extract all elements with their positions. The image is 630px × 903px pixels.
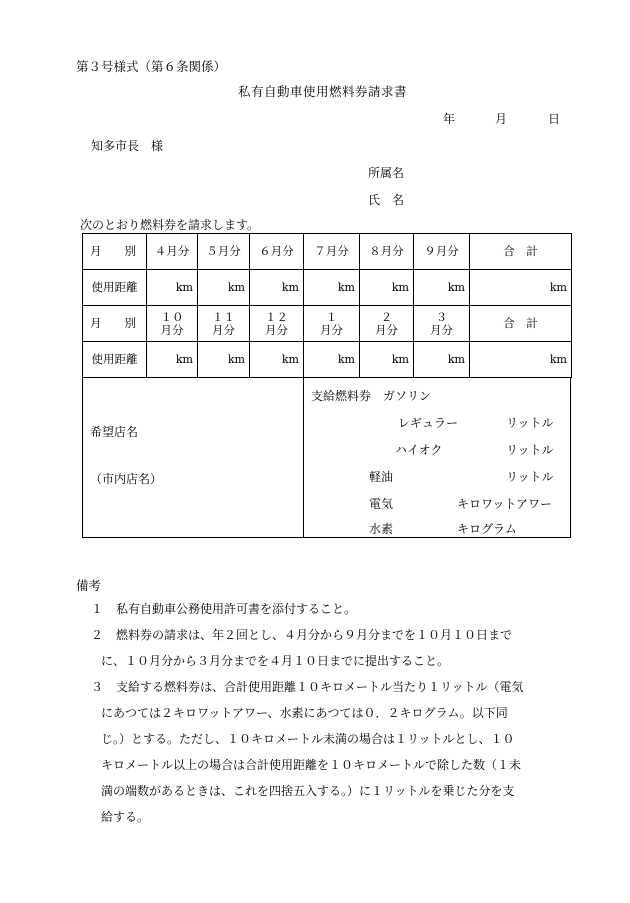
fuel-hydrogen-unit: キログラム: [457, 522, 517, 536]
total-label-cell: 合 計: [470, 306, 572, 342]
month-cell: １２ 月分: [250, 306, 304, 342]
month-cell: １１ 月分: [198, 306, 250, 342]
shop-fuel-box: [82, 378, 571, 538]
distance-cell[interactable]: km: [360, 270, 414, 306]
distance-total-cell[interactable]: km: [470, 270, 572, 306]
distance-total-cell[interactable]: km: [470, 342, 572, 378]
month-cell: １０ 月分: [147, 306, 198, 342]
document-title: 私有自動車使用燃料券請求書: [238, 84, 408, 99]
fuel-electricity-label: 電気: [369, 497, 394, 511]
remark-line: 満の端数があるときは、これを四捨五入する。）に１リットルを乗じた分を支: [101, 784, 515, 798]
distance-cell[interactable]: km: [414, 270, 470, 306]
remark-line: にあつては２キロワットアワー、水素にあつては０．２キログラム。以下同: [101, 706, 508, 720]
date-month-label: 月: [495, 112, 508, 126]
distance-cell[interactable]: km: [198, 342, 250, 378]
affiliation-label: 所属名: [368, 166, 405, 180]
month-label-cell: 月 別: [83, 234, 147, 270]
shop-label: 希望店名: [90, 425, 139, 439]
month-cell: ４月分: [147, 234, 198, 270]
box-divider: [303, 378, 304, 537]
shop-note: （市内店名）: [90, 472, 163, 486]
distance-label-cell: 使用距離: [83, 270, 147, 306]
distance-cell[interactable]: km: [304, 270, 360, 306]
remark-line: に、１０月分から３月分までを４月１０日までに提出すること。: [101, 654, 450, 668]
addressee: 知多市長 様: [91, 139, 164, 153]
table-row: [83, 306, 572, 342]
total-label-cell: 合 計: [470, 234, 572, 270]
month-cell: １ 月分: [304, 306, 360, 342]
distance-cell[interactable]: km: [250, 270, 304, 306]
month-cell: ３ 月分: [414, 306, 470, 342]
remark-line: じ。）とする。ただし、１０キロメートル未満の場合は１リットルとし、１０: [101, 732, 515, 746]
table-row: [83, 342, 572, 378]
remark-line: 燃料券の請求は、年２回とし、４月分から９月分までを１０月１０日まで: [116, 628, 513, 642]
fuel-diesel-label: 軽油: [369, 470, 394, 484]
month-label-cell: 月 別: [83, 306, 147, 342]
remark-line: 支給する燃料券は、合計使用距離１０キロメートル当たり１リットル（電気: [116, 680, 524, 694]
fuel-hydrogen-label: 水素: [369, 522, 394, 536]
fuel-high-octane-unit: リットル: [506, 443, 554, 457]
remarks-title: 備考: [76, 578, 102, 593]
fuel-regular-label: レギュラー: [398, 416, 459, 430]
distance-cell[interactable]: km: [250, 342, 304, 378]
remark-number: ３: [91, 680, 104, 694]
month-cell: ６月分: [250, 234, 304, 270]
remark-number: ２: [91, 628, 104, 642]
month-cell: ９月分: [414, 234, 470, 270]
name-label: 氏 名: [368, 193, 405, 207]
month-cell: ７月分: [304, 234, 360, 270]
fuel-electricity-unit: キロワットアワー: [457, 497, 553, 511]
distance-cell[interactable]: km: [198, 270, 250, 306]
date-day-label: 日: [548, 112, 561, 126]
fuel-diesel-unit: リットル: [506, 470, 554, 484]
distance-cell[interactable]: km: [360, 342, 414, 378]
distance-cell[interactable]: km: [147, 270, 198, 306]
intro-text: 次のとおり燃料券を請求します。: [80, 218, 260, 232]
date-year-label: 年: [443, 112, 456, 126]
month-cell: ２ 月分: [360, 306, 414, 342]
fuel-header: 支給燃料券 ガソリン: [311, 389, 432, 403]
distance-cell[interactable]: km: [147, 342, 198, 378]
remark-line: 給する。: [101, 810, 150, 824]
distance-label-cell: 使用距離: [83, 342, 147, 378]
mileage-table: [82, 233, 572, 378]
month-cell: ５月分: [198, 234, 250, 270]
remark-line: 私有自動車公務使用許可書を添付すること。: [116, 602, 357, 616]
distance-cell[interactable]: km: [304, 342, 360, 378]
fuel-high-octane-label: ハイオク: [395, 443, 443, 457]
table-row: [83, 234, 572, 270]
fuel-regular-unit: リットル: [506, 416, 554, 430]
remark-number: １: [91, 602, 104, 616]
remark-line: キロメートル以上の場合は合計使用距離を１０キロメートルで除した数（１未: [101, 758, 522, 772]
table-row: [83, 270, 572, 306]
form-number: 第３号様式（第６条関係）: [76, 59, 227, 74]
distance-cell[interactable]: km: [414, 342, 470, 378]
month-cell: ８月分: [360, 234, 414, 270]
